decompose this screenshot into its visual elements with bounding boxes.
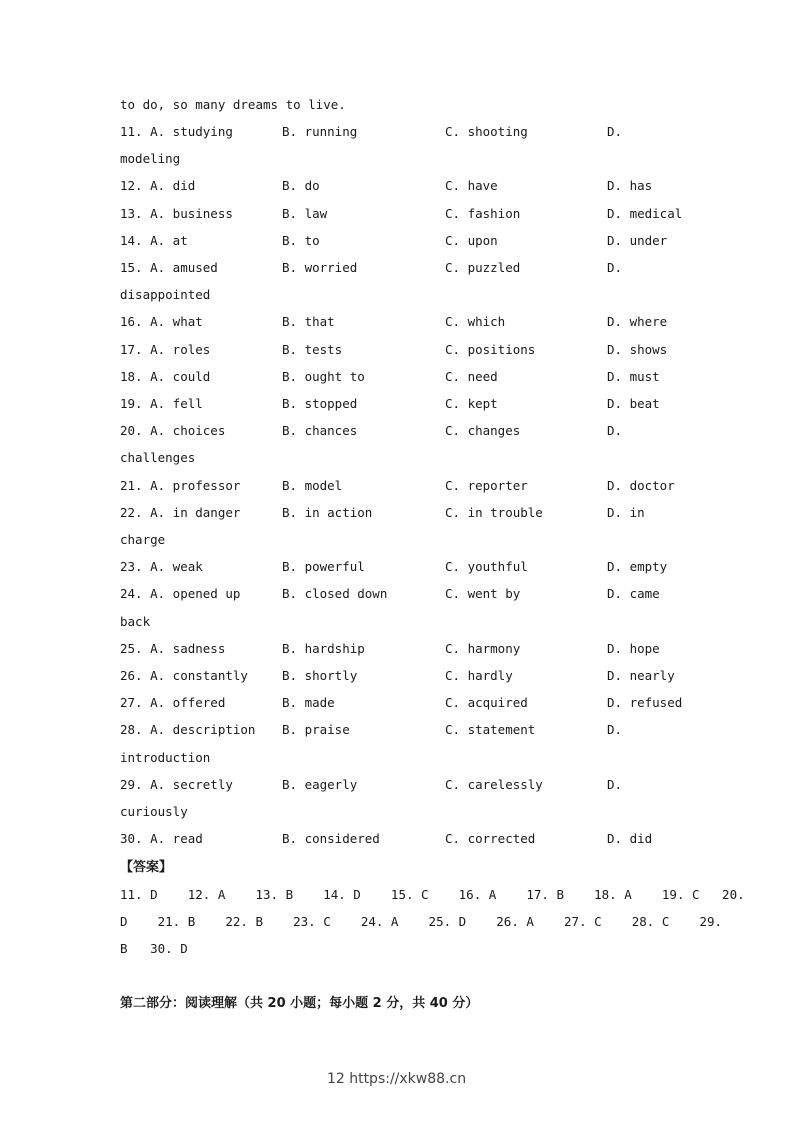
option-d-continued: introduction: [120, 749, 211, 765]
option-b: B. worried: [282, 260, 358, 275]
question-row: [0, 777, 793, 793]
option-a: 25. A. sadness: [120, 640, 226, 656]
option-d: D. shows: [607, 341, 668, 357]
option-a: 16. A. what: [120, 314, 203, 330]
option-b: B. closed down: [282, 586, 388, 602]
option-a: 12. A. did: [120, 178, 196, 194]
question-row: [0, 369, 793, 385]
section-heading: 第二部分：阅读理解（共 20 小题；每小题 2 分，共 40 分）: [120, 996, 479, 1011]
option-b: B. that: [282, 314, 335, 330]
page-footer: 12 https://xkw88.cn: [326, 1071, 467, 1087]
question-row: [0, 831, 793, 847]
option-d: D. doctor: [607, 477, 675, 493]
question-row: [0, 423, 793, 439]
intro-line: to do, so many dreams to live.: [120, 97, 346, 112]
option-c: C. fashion: [445, 205, 521, 221]
option-c: C. acquired: [445, 695, 528, 711]
question-row: [0, 260, 793, 276]
answer-line: 11. D 12. A 13. B 14. D 15. C 16. A 17. B 18. A 19. C 20.: [120, 887, 745, 902]
option-b: B. model: [282, 477, 343, 493]
option-a: 29. A. secretly: [120, 776, 233, 792]
option-d: D.: [607, 260, 623, 275]
question-row: [0, 314, 793, 330]
option-a: 11. A. studying: [120, 124, 233, 139]
option-d-continued: disappointed: [120, 287, 211, 303]
option-c: C. statement: [445, 722, 536, 738]
option-d-continued: charge: [120, 532, 166, 547]
option-a: 15. A. amused: [120, 260, 218, 275]
option-d: D. hope: [607, 640, 660, 656]
option-d: D. empty: [607, 559, 668, 575]
option-d: D.: [607, 722, 623, 738]
option-b: B. eagerly: [282, 776, 358, 792]
option-b: B. hardship: [282, 640, 365, 656]
option-d: D. must: [607, 368, 660, 384]
question-row: [0, 586, 793, 602]
option-c: C. shooting: [445, 124, 528, 139]
option-b: B. running: [282, 124, 358, 139]
option-d: D. in: [607, 504, 645, 520]
option-a: 23. A. weak: [120, 559, 203, 575]
option-b: B. in action: [282, 504, 373, 520]
option-a: 18. A. could: [120, 368, 211, 384]
option-d: D. where: [607, 314, 668, 330]
option-b: B. law: [282, 205, 328, 221]
option-a: 26. A. constantly: [120, 668, 248, 683]
option-c: C. hardly: [445, 668, 513, 683]
option-a: 13. A. business: [120, 205, 233, 221]
option-b: B. do: [282, 178, 320, 194]
option-d-continued: modeling: [120, 151, 181, 167]
option-c: C. upon: [445, 232, 498, 248]
question-row: [0, 233, 793, 249]
option-d: D. nearly: [607, 668, 675, 683]
option-b: B. praise: [282, 722, 350, 738]
answer-line: B 30. D: [120, 941, 188, 957]
option-b: B. stopped: [282, 396, 358, 411]
option-a: 24. A. opened up: [120, 586, 241, 602]
option-b: B. powerful: [282, 559, 365, 575]
option-a: 21. A. professor: [120, 477, 241, 493]
question-row: [0, 641, 793, 657]
option-d-continued: challenges: [120, 450, 196, 466]
option-a: 20. A. choices: [120, 423, 226, 439]
option-c: C. harmony: [445, 640, 521, 656]
option-b: B. chances: [282, 423, 358, 439]
option-d-continued: back: [120, 613, 151, 629]
option-d: D.: [607, 423, 623, 439]
option-d: D. did: [607, 831, 653, 847]
question-row: [0, 396, 793, 412]
option-c: C. youthful: [445, 559, 528, 575]
option-d: D. refused: [607, 695, 683, 711]
option-c: C. have: [445, 178, 498, 194]
option-d: D. medical: [607, 205, 683, 221]
option-d: D. beat: [607, 396, 660, 411]
question-row: [0, 478, 793, 494]
option-c: C. reporter: [445, 477, 528, 493]
option-a: 27. A. offered: [120, 695, 226, 711]
option-d: D.: [607, 776, 623, 792]
option-d: D. came: [607, 586, 660, 602]
option-c: C. puzzled: [445, 260, 521, 275]
question-row: [0, 722, 793, 738]
question-row: [0, 668, 793, 684]
option-a: 28. A. description: [120, 722, 256, 738]
option-d-continued: curiously: [120, 804, 188, 819]
option-b: B. considered: [282, 831, 380, 847]
option-c: C. positions: [445, 341, 536, 357]
option-c: C. changes: [445, 423, 521, 439]
option-c: C. which: [445, 314, 506, 330]
option-a: 30. A. read: [120, 831, 203, 847]
option-b: B. ought to: [282, 368, 365, 384]
option-a: 14. A. at: [120, 232, 188, 248]
option-c: C. in trouble: [445, 504, 543, 520]
option-a: 17. A. roles: [120, 341, 211, 357]
question-row: [0, 178, 793, 194]
option-a: 19. A. fell: [120, 396, 203, 411]
option-c: C. need: [445, 368, 498, 384]
answer-line: D 21. B 22. B 23. C 24. A 25. D 26. A 27. C 28. C 29.: [120, 914, 723, 930]
question-row: [0, 124, 793, 140]
question-row: [0, 559, 793, 575]
option-a: 22. A. in danger: [120, 504, 241, 520]
option-b: B. shortly: [282, 668, 358, 683]
option-c: C. kept: [445, 396, 498, 411]
option-c: C. corrected: [445, 831, 536, 847]
option-c: C. went by: [445, 586, 521, 602]
question-row: [0, 342, 793, 358]
question-row: [0, 206, 793, 222]
answer-heading: 【答案】: [120, 860, 173, 875]
option-d: D. has: [607, 178, 653, 194]
question-row: [0, 505, 793, 521]
option-d: D. under: [607, 232, 668, 248]
option-b: B. made: [282, 695, 335, 711]
option-b: B. tests: [282, 341, 343, 357]
option-d: D.: [607, 124, 623, 139]
question-row: [0, 695, 793, 711]
option-b: B. to: [282, 232, 320, 248]
option-c: C. carelessly: [445, 776, 543, 792]
